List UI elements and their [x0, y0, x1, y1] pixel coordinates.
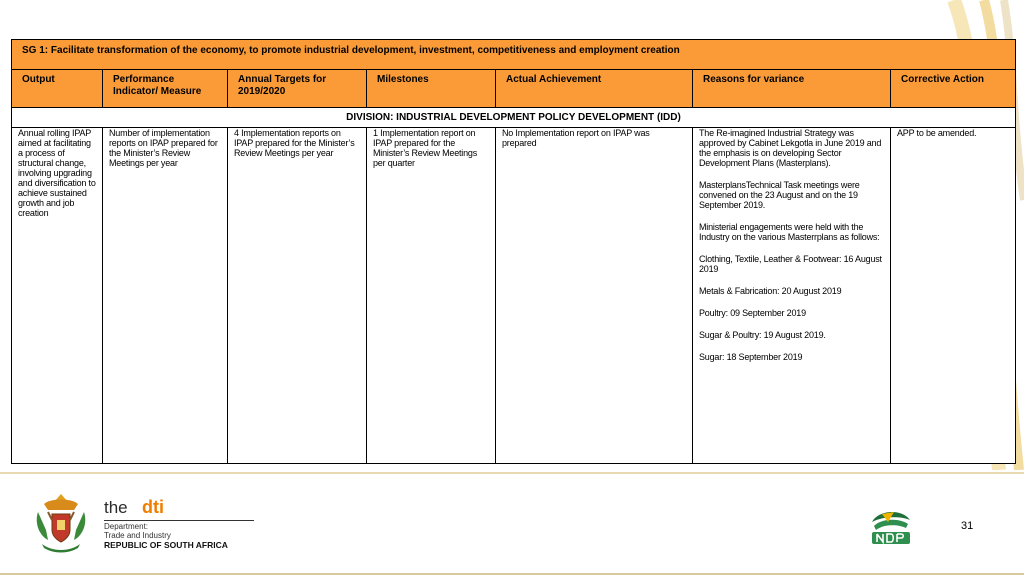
dti-department-text — [104, 522, 171, 540]
reason-paragraph: Clothing, Textile, Leather & Footwear: 16 August 2019 — [699, 254, 882, 274]
table-header-row — [12, 70, 1015, 108]
dti-logo-rule — [104, 520, 254, 521]
dti-department-label: Department: — [104, 522, 149, 531]
cell-actual-achievement: No Implementation report on IPAP was prepared — [496, 128, 693, 463]
cell-annual-target: 4 Implementation reports on IPAP prepared for the Minister’s Review Meetings per year — [228, 128, 367, 463]
dti-logo — [104, 498, 264, 550]
footer-divider — [0, 472, 1024, 474]
cell-corrective-action: APP to be amended. — [897, 128, 977, 138]
reason-paragraph: Sugar: 18 September 2019 — [699, 352, 803, 362]
division-title: DIVISION: INDUSTRIAL DEVELOPMENT POLICY DEVELOPMENT (IDD) — [12, 108, 1015, 128]
header-output: Output — [12, 70, 103, 107]
dti-logo-brand: dti — [142, 497, 164, 517]
reason-paragraph: Ministerial engagements were held with the Industry on the various Masterrplans as follows: — [699, 222, 880, 242]
dti-trade-label: Trade and Industry — [104, 531, 171, 540]
header-annual-targets: Annual Targets for 2019/2020 — [228, 70, 367, 107]
cell-reasons-for-variance — [693, 128, 891, 463]
cell-performance-indicator: Number of implementation reports on IPAP prepared for the Minister’s Review Meetings per year — [103, 128, 228, 463]
dti-logo-the: the — [104, 498, 128, 517]
header-performance-indicator: Performance Indicator/ Measure — [103, 70, 228, 107]
page-number: 31 — [961, 520, 974, 532]
performance-table — [11, 39, 1016, 464]
reason-paragraph: Sugar & Poultry: 19 August 2019. — [699, 330, 826, 340]
ndp-2030-logo-icon — [868, 508, 914, 546]
cell-milestone: 1 Implementation report on IPAP prepared for the Minister’s Review Meetings per quarter — [367, 128, 496, 463]
strategic-goal-title: SG 1: Facilitate transformation of the economy, to promote industrial development, investment, competitiveness and employment creation — [12, 40, 1015, 70]
coat-of-arms-icon — [30, 490, 92, 556]
header-corrective-action: Corrective Action — [901, 74, 984, 85]
table-row — [12, 128, 1015, 463]
dti-country-label: REPUBLIC OF SOUTH AFRICA — [104, 540, 228, 550]
cell-output: Annual rolling IPAP aimed at facilitating a process of structural change, involving upgrading and diversification to achieve sustained growth and job creation — [12, 128, 103, 463]
header-milestones: Milestones — [367, 70, 496, 107]
reason-paragraph: The Re-imagined Industrial Strategy was approved by Cabinet Lekgotla in June 2019 and the emphasis is on developing Sector Development Plans (Masterplans). — [699, 128, 882, 168]
header-actual-achievement: Actual Achievement — [496, 70, 693, 107]
header-reasons-for-variance: Reasons for variance — [693, 70, 891, 107]
reason-paragraph: Poultry: 09 September 2019 — [699, 308, 806, 318]
reason-paragraph: MasterplansTechnical Task meetings were convened on the 23 August and on the 19 September 2019. — [699, 180, 860, 210]
reason-paragraph: Metals & Fabrication: 20 August 2019 — [699, 286, 842, 296]
